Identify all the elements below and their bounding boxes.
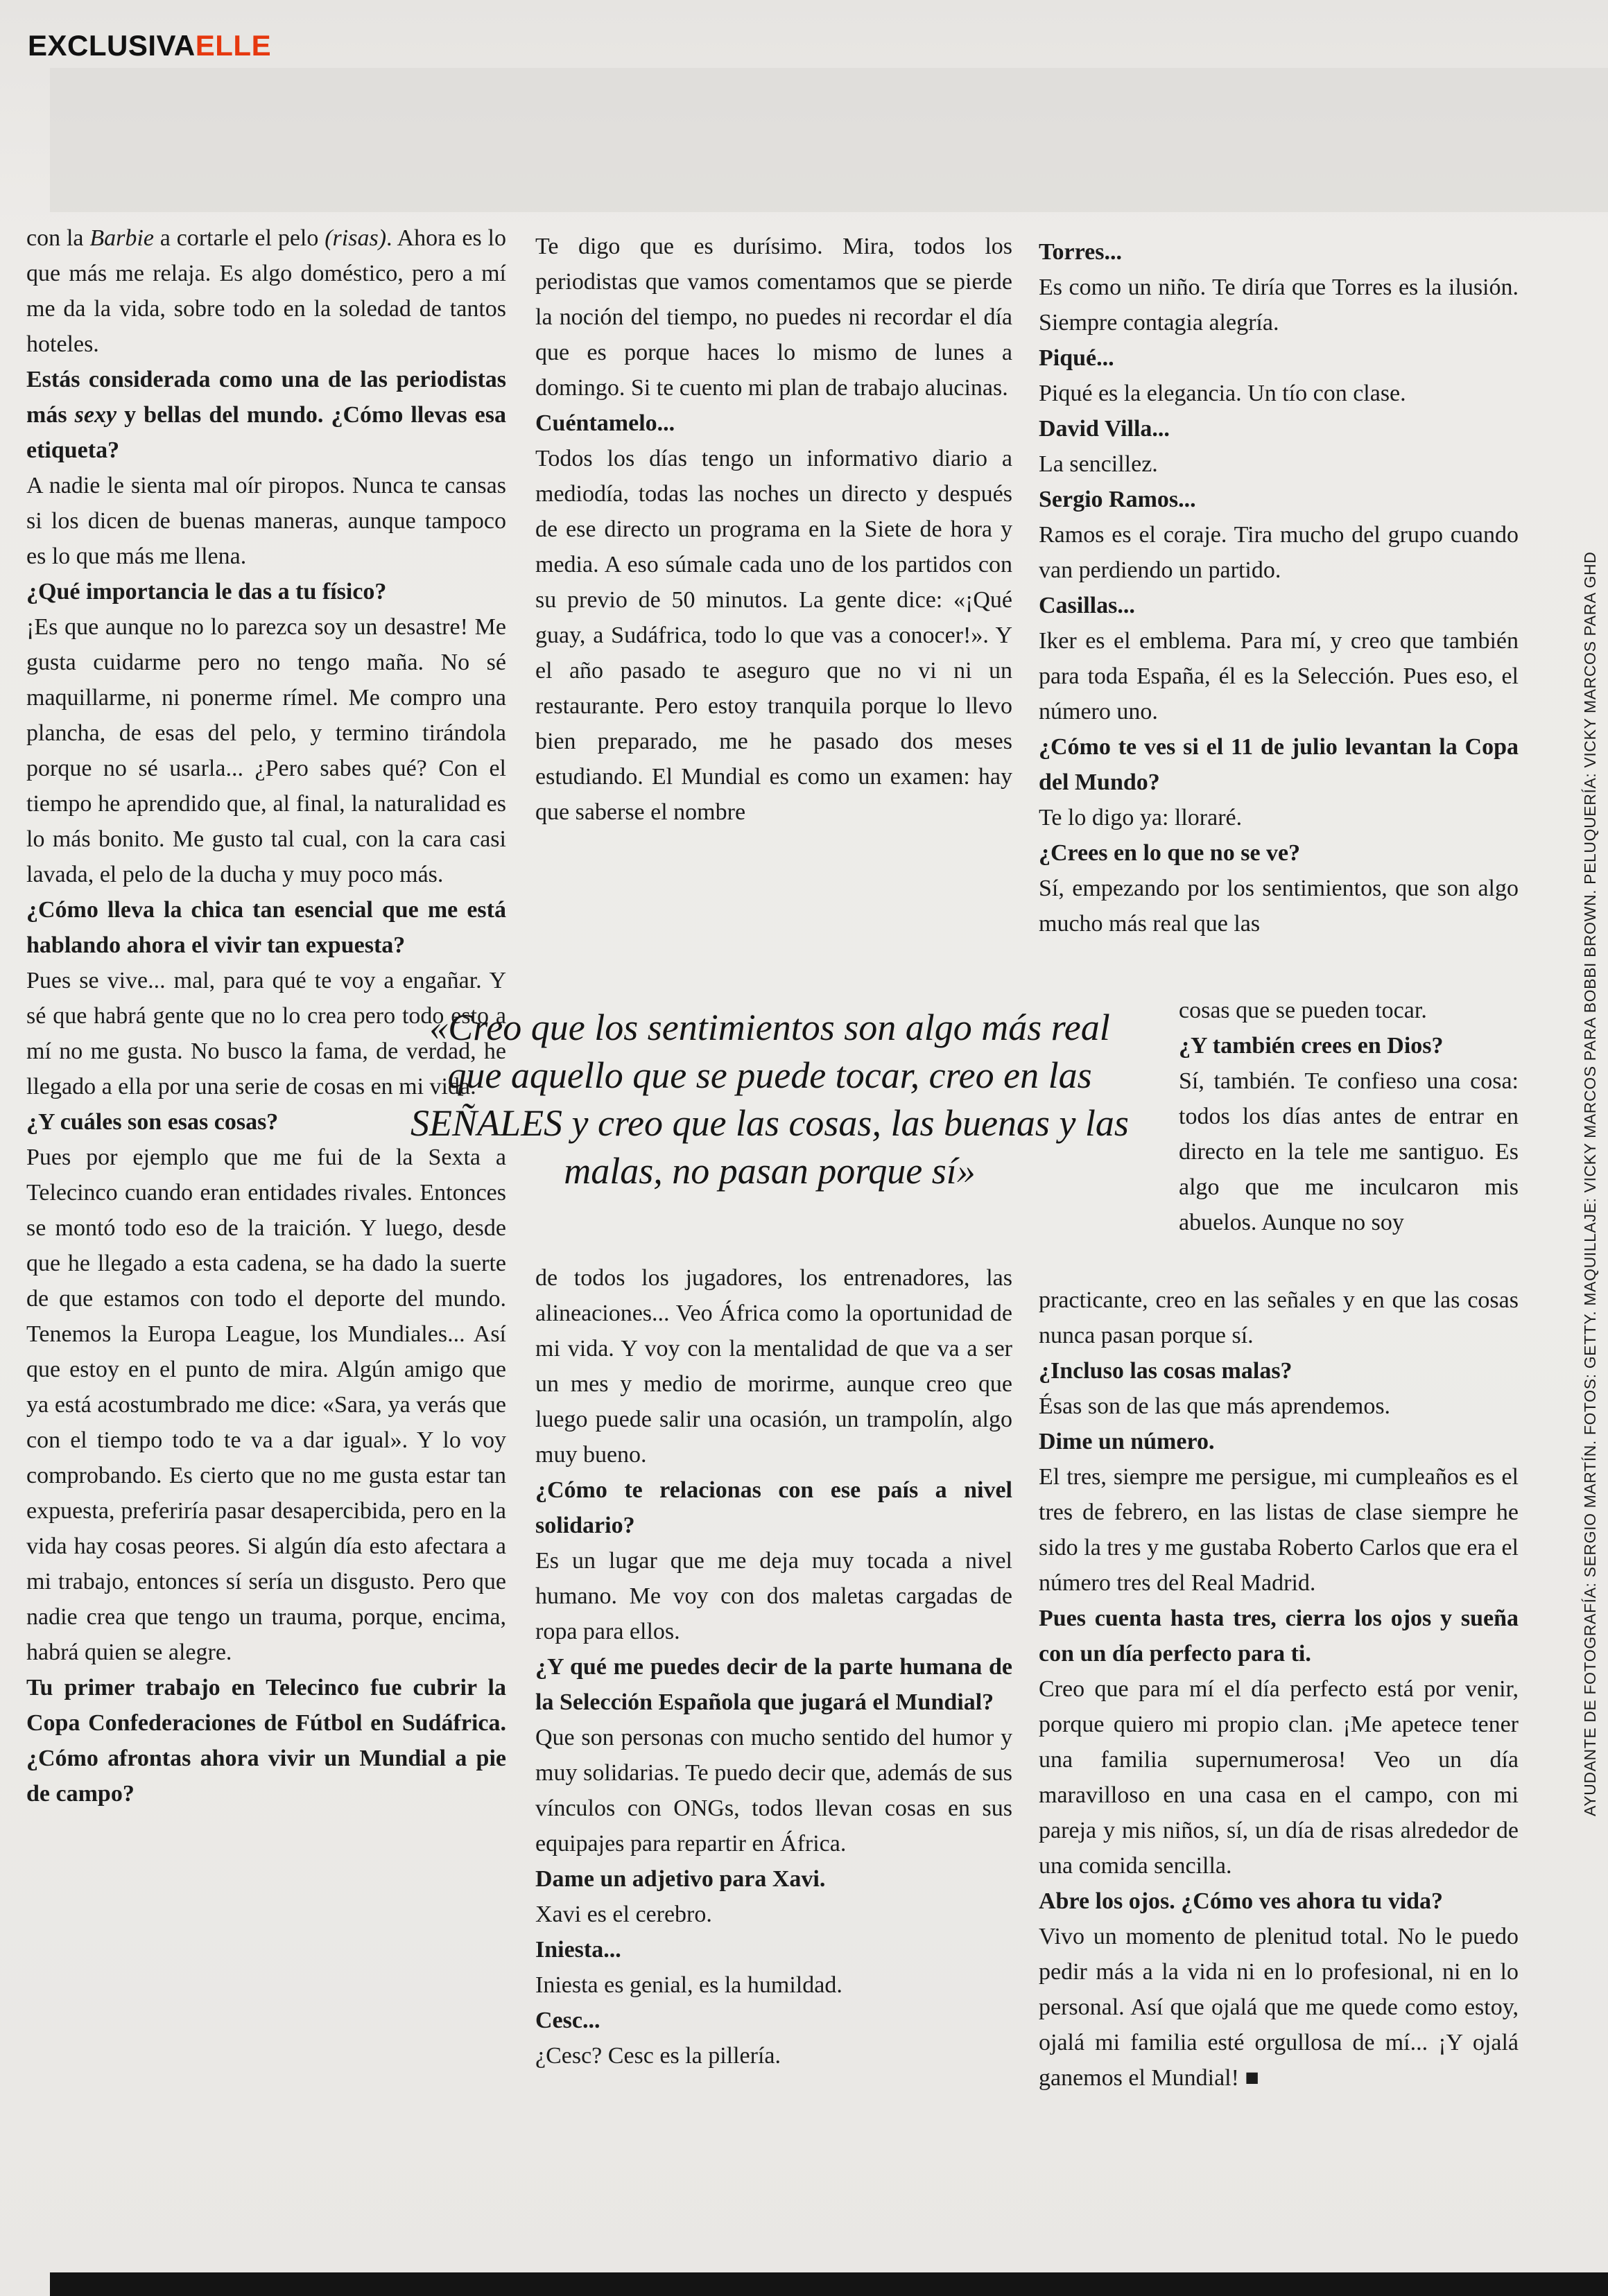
interview-question: Cesc...	[535, 2008, 600, 2033]
interview-answer: Todos los días tengo un informativo diario a mediodía, todas las noches un directo y después de ese directo un programa en la Siete de hora y media. A eso súmale cada uno de los partidos con su previo de 50 minutos. La gente dice: «¡Qué guay, a Sudáfrica, todo lo que vas a conocer!». Y el año pasado te aseguro que no vi ni un restaurante. Pero estoy tranquila porque lo llevo bien preparado, me he pasado dos meses estudiando. El Mundial es como un examen: hay que saberse el nombre	[535, 446, 1012, 825]
interview-question: Dame un adjetivo para Xavi.	[535, 1866, 826, 1892]
interview-answer: Sí, también. Te confieso una cosa: todos los días antes de entrar en directo en la tele me santiguo. Es algo que me inculcaron mis abuelos. Aunque no soy	[1179, 1068, 1519, 1235]
interview-question: Casillas...	[1039, 593, 1135, 618]
interview-question: Pues cuenta hasta tres, cierra los ojos y sueña con un día perfecto para ti.	[1039, 1606, 1519, 1667]
interview-question: Dime un número.	[1039, 1429, 1215, 1454]
interview-answer: ¿Cesc? Cesc es la pillería.	[535, 2043, 781, 2069]
masthead	[28, 29, 271, 62]
interview-answer: A nadie le sienta mal oír piropos. Nunca te cansas si los dicen de buenas maneras, aunque tampoco es lo que más me llena.	[26, 473, 506, 569]
interview-question: ¿Y qué me puedes decir de la parte humana de la Selección Española que jugará el Mundial?	[535, 1654, 1012, 1715]
interview-question: Estás considerada como una de las periodistas más sexy y bellas del mundo. ¿Cómo llevas esa etiqueta?	[26, 367, 506, 463]
interview-answer: Pues por ejemplo que me fui de la Sexta a Telecinco cuando eran entidades rivales. Entonces se montó todo eso de la traición. Y luego, desde que he llegado a esta cadena, se ha dado la suerte de que estamos con todo el deporte del mundo. Tenemos la Europa League, los Mundiales... Así que estoy en el punto de mira. Algún amigo que ya está acostumbrado me dice: «Sara, ya verás que con el tiempo todo te va a dar igual». Y lo voy comprobando. Es cierto que no me gusta estar tan expuesta, preferiría pasar desapercibida, pero en la vida hay cosas peores. Si algún día esto afectara a mi trabajo, entonces sí sería un disgusto. Pero que nadie crea que tengo un trauma, porque, encima, habrá quien se alegre.	[26, 1145, 506, 1665]
interview-answer: Te lo digo ya: lloraré.	[1039, 805, 1243, 830]
interview-answer: Es un lugar que me deja muy tocada a nivel humano. Me voy con dos maletas cargadas de ropa para ellos.	[535, 1548, 1012, 1644]
article-column-3-top	[1039, 234, 1519, 941]
interview-question: Abre los ojos. ¿Cómo ves ahora tu vida?	[1039, 1888, 1444, 1914]
interview-answer: La sencillez.	[1039, 451, 1158, 477]
interview-question: ¿Cómo te ves si el 11 de julio levantan la Copa del Mundo?	[1039, 734, 1519, 795]
article-column-3-bottom	[1039, 1282, 1519, 2096]
interview-answer: de todos los jugadores, los entrenadores, las alineaciones... Veo África como la oportunidad de mi vida. Y voy con la mentalidad de que va a ser un mes y medio de morirme, aunque creo que luego puede salir una ocasión, un trampolín, algo muy bueno.	[535, 1265, 1012, 1468]
interview-question: ¿Incluso las cosas malas?	[1039, 1358, 1293, 1384]
interview-question: Torres...	[1039, 239, 1122, 265]
interview-answer: Xavi es el cerebro.	[535, 1902, 712, 1927]
interview-answer: practicante, creo en las señales y en que las cosas nunca pasan porque sí.	[1039, 1287, 1519, 1348]
interview-answer: Sí, empezando por los sentimientos, que son algo mucho más real que las	[1039, 876, 1519, 937]
interview-question: ¿Y cuáles son esas cosas?	[26, 1109, 279, 1135]
interview-answer: Iniesta es genial, es la humildad.	[535, 1972, 842, 1998]
pull-quote: «Creo que los sentimientos son algo más real que aquello que se puede tocar, creo en las SEÑALES y creo que las cosas, las buenas y las malas, no pasan porque sí»	[410, 1007, 1129, 1192]
page-bottom-bar	[50, 2272, 1608, 2296]
interview-question: Iniesta...	[535, 1937, 621, 1963]
interview-question: Piqué...	[1039, 345, 1114, 371]
interview-question: Tu primer trabajo en Telecinco fue cubrir la Copa Confederaciones de Fútbol en Sudáfrica. ¿Cómo afrontas ahora vivir un Mundial a pie de campo?	[26, 1675, 506, 1807]
interview-question: Sergio Ramos...	[1039, 487, 1196, 512]
interview-question: ¿Cómo lleva la chica tan esencial que me está hablando ahora el vivir tan expuesta?	[26, 897, 506, 958]
interview-question: ¿Y también crees en Dios?	[1179, 1033, 1444, 1059]
top-shade-band	[50, 68, 1608, 212]
interview-answer: El tres, siempre me persigue, mi cumpleaños es el tres de febrero, en las listas de clase siempre he sido la tres y me gustaba Roberto Carlos que era el número tres del Real Madrid.	[1039, 1464, 1519, 1596]
interview-answer: Piqué es la elegancia. Un tío con clase.	[1039, 381, 1406, 406]
interview-question: Cuéntamelo...	[535, 410, 675, 436]
interview-answer: con la Barbie a cortarle el pelo (risas). Ahora es lo que más me relaja. Es algo doméstico, pero a mí me da la vida, sobre todo en la soledad de tantos hoteles.	[26, 225, 506, 357]
interview-question: ¿Qué importancia le das a tu físico?	[26, 579, 387, 605]
interview-answer: Iker es el emblema. Para mí, y creo que también para toda España, él es la Selección. Pues eso, el número uno.	[1039, 628, 1519, 724]
interview-answer: Es como un niño. Te diría que Torres es la ilusión. Siempre contagia alegría.	[1039, 275, 1519, 336]
elle-logo: ELLE	[195, 29, 272, 62]
interview-answer: ¡Es que aunque no lo parezca soy un desastre! Me gusta cuidarme pero no tengo maña. No sé maquillarme, ni ponerme rímel. Me compro una plancha, de esas del pelo, y termino tirándola porque no sé usarla... ¿Pero sabes qué? Con el tiempo he aprendido que, al final, la naturalidad es lo más bonito. Me gusto tal cual, con la cara casi lavada, el pelo de la ducha y muy poco más.	[26, 614, 506, 887]
interview-answer: Creo que para mí el día perfecto está por venir, porque quiero mi propio clan. ¡Me apetece tener una familia supernumerosa! Veo un día maravilloso en una casa en el campo, con mi pareja y mis niños, sí, un día de risas alrededor de una comida sencilla.	[1039, 1676, 1519, 1879]
interview-answer: Ésas son de las que más aprendemos.	[1039, 1393, 1391, 1419]
interview-answer: Vivo un momento de plenitud total. No le puedo pedir más a la vida ni en lo profesional, ni en lo personal. Así que ojalá que me quede como estoy, ojalá mi familia esté orgullosa de mí... ¡Y ojalá ganemos el Mundial! ■	[1039, 1924, 1519, 2091]
interview-answer: cosas que se pueden tocar.	[1179, 998, 1427, 1023]
article-column-2-bottom	[535, 1260, 1012, 2073]
interview-answer: Que son personas con mucho sentido del humor y muy solidarias. Te puedo decir que, además de sus vínculos con ONGs, todos llevan cosas en sus equipajes para repartir en África.	[535, 1725, 1012, 1856]
interview-question: ¿Cómo te relacionas con ese país a nivel solidario?	[535, 1477, 1012, 1538]
photo-credits-vertical: AYUDANTE DE FOTOGRAFÍA: SERGIO MARTÍN. FOTOS: GETTY. MAQUILLAJE: VICKY MARCOS PARA BOBBI BROWN. PELUQUERÍA: VICKY MARCOS PARA GHD	[1581, 551, 1599, 1816]
article-column-2-top	[535, 229, 1012, 830]
interview-answer: Ramos es el coraje. Tira mucho del grupo cuando van perdiendo un partido.	[1039, 522, 1519, 583]
interview-answer: Te digo que es durísimo. Mira, todos los periodistas que vamos comentamos que se pierde la noción del tiempo, no puedes ni recordar el día que es porque haces lo mismo de lunes a domingo. Si te cuento mi plan de trabajo alucinas.	[535, 234, 1012, 401]
interview-answer: Pues se vive... mal, para qué te voy a engañar. Y sé que habrá gente que no lo crea pero todo esto a mí no me gusta. No busco la fama, de verdad, he llegado a ella por una serie de cosas en mi vida.	[26, 968, 506, 1099]
interview-question: ¿Crees en lo que no se ve?	[1039, 840, 1301, 866]
interview-question: David Villa...	[1039, 416, 1170, 442]
exclusiva-label: EXCLUSIVA	[28, 29, 196, 62]
article-column-3-indented	[1179, 993, 1519, 1240]
